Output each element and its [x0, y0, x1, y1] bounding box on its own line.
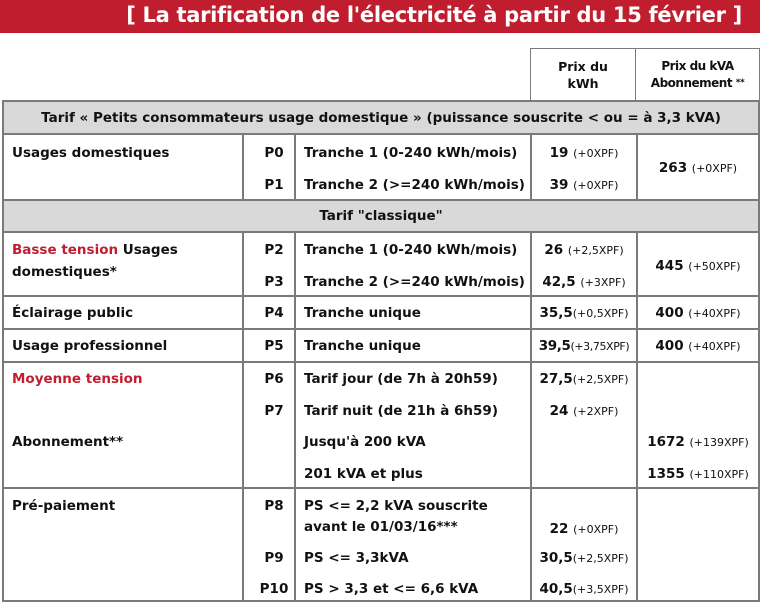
title-banner	[0, 0, 760, 33]
kva-price: 263 (+0XPF)	[658, 160, 738, 176]
kwh-price: 22 (+0XPF)	[549, 521, 619, 537]
row-label: Moyenne tension	[12, 371, 143, 387]
kva-price: 445 (+50XPF)	[655, 258, 741, 274]
kva-price: 1355 (+110XPF)	[647, 466, 749, 482]
header-kwh-price	[530, 48, 636, 100]
table-row-basse-tension	[4, 231, 758, 295]
kwh-price: 27,5(+2,5XPF)	[539, 371, 629, 387]
header-kva-line1: Prix du kVA	[661, 58, 734, 73]
table-row-usage-professionnel	[4, 328, 758, 361]
row-label-abonnement: Abonnement**	[12, 434, 124, 450]
header-kva-footnote: **	[735, 77, 745, 88]
tariff-desc: Tranche 2 (>=240 kWh/mois)	[304, 177, 525, 193]
tariff-code: P3	[264, 274, 284, 290]
kwh-price: 40,5(+3,5XPF)	[539, 581, 629, 597]
tariff-desc: Tarif nuit (de 21h à 6h59)	[304, 403, 498, 419]
tariff-code: P10	[259, 581, 289, 597]
tariff-desc: PS <= 3,3kVA	[304, 550, 409, 566]
tariff-desc: PS > 3,3 et <= 6,6 kVA	[304, 581, 479, 597]
tariff-desc: Tranche 1 (0-240 kWh/mois)	[304, 242, 518, 258]
tariff-desc: 201 kVA et plus	[304, 466, 423, 482]
tariff-desc: Tranche unique	[304, 305, 421, 321]
kva-price: 400 (+40XPF)	[655, 305, 741, 321]
row-label: Usage professionnel	[12, 338, 168, 354]
table-row-eclairage-public	[4, 295, 758, 328]
kwh-price: 35,5(+0,5XPF)	[539, 305, 629, 321]
tariff-code: P7	[264, 403, 284, 419]
row-label: Éclairage public	[12, 305, 134, 321]
row-label-line2: domestiques*	[12, 264, 117, 280]
section-header-petits	[4, 102, 758, 133]
section-header-classique	[4, 199, 758, 231]
row-label: Basse tension Usages	[12, 242, 178, 258]
table-row-usages-domestiques	[4, 133, 758, 199]
tariff-code: P6	[264, 371, 284, 387]
tariff-desc: Tranche 2 (>=240 kWh/mois)	[304, 274, 525, 290]
header-kwh-line1: Prix du	[558, 58, 608, 74]
tariff-desc: PS <= 2,2 kVA souscrite	[304, 498, 488, 514]
tariff-desc: Tranche unique	[304, 338, 421, 354]
tariff-code: P9	[264, 550, 284, 566]
table-row-moyenne-tension	[4, 361, 758, 487]
kva-price: 400 (+40XPF)	[655, 338, 741, 354]
tariff-table	[2, 100, 760, 602]
section-title: Tarif « Petits consommateurs usage domestique » (puissance souscrite < ou = à 3,3 kVA)	[41, 109, 721, 126]
tariff-desc: Jusqu'à 200 kVA	[304, 434, 426, 450]
header-kva-line2: Abonnement	[650, 75, 733, 90]
tariff-desc: Tranche 1 (0-240 kWh/mois)	[304, 145, 518, 161]
kwh-price: 30,5(+2,5XPF)	[539, 550, 629, 566]
tariff-desc: Tarif jour (de 7h à 20h59)	[304, 371, 498, 387]
kwh-price: 19 (+0XPF)	[549, 145, 619, 161]
tariff-code: P2	[264, 242, 284, 258]
kwh-price: 26 (+2,5XPF)	[544, 242, 624, 258]
tariff-code: P4	[264, 305, 284, 321]
tariff-desc-line2: avant le 01/03/16***	[304, 519, 458, 535]
tariff-code: P8	[264, 498, 284, 514]
kwh-price: 39,5(+3,75XPF)	[538, 338, 630, 354]
kwh-price: 39 (+0XPF)	[549, 177, 619, 193]
header-kva-price	[635, 48, 760, 100]
tariff-code: P0	[264, 145, 284, 161]
tariff-code: P1	[264, 177, 284, 193]
row-label: Pré-paiement	[12, 498, 116, 514]
kwh-price: 24 (+2XPF)	[549, 403, 619, 419]
kwh-price: 42,5 (+3XPF)	[542, 274, 626, 290]
table-row-pre-paiement	[4, 487, 758, 600]
kva-price: 1672 (+139XPF)	[647, 434, 749, 450]
page-title: [ La tarification de l'électricité à partir du 15 février ]	[126, 3, 742, 27]
header-kwh-line2: kWh	[567, 75, 599, 91]
section-title: Tarif "classique"	[319, 208, 443, 224]
tariff-code: P5	[264, 338, 284, 354]
row-label: Usages domestiques	[12, 145, 170, 161]
